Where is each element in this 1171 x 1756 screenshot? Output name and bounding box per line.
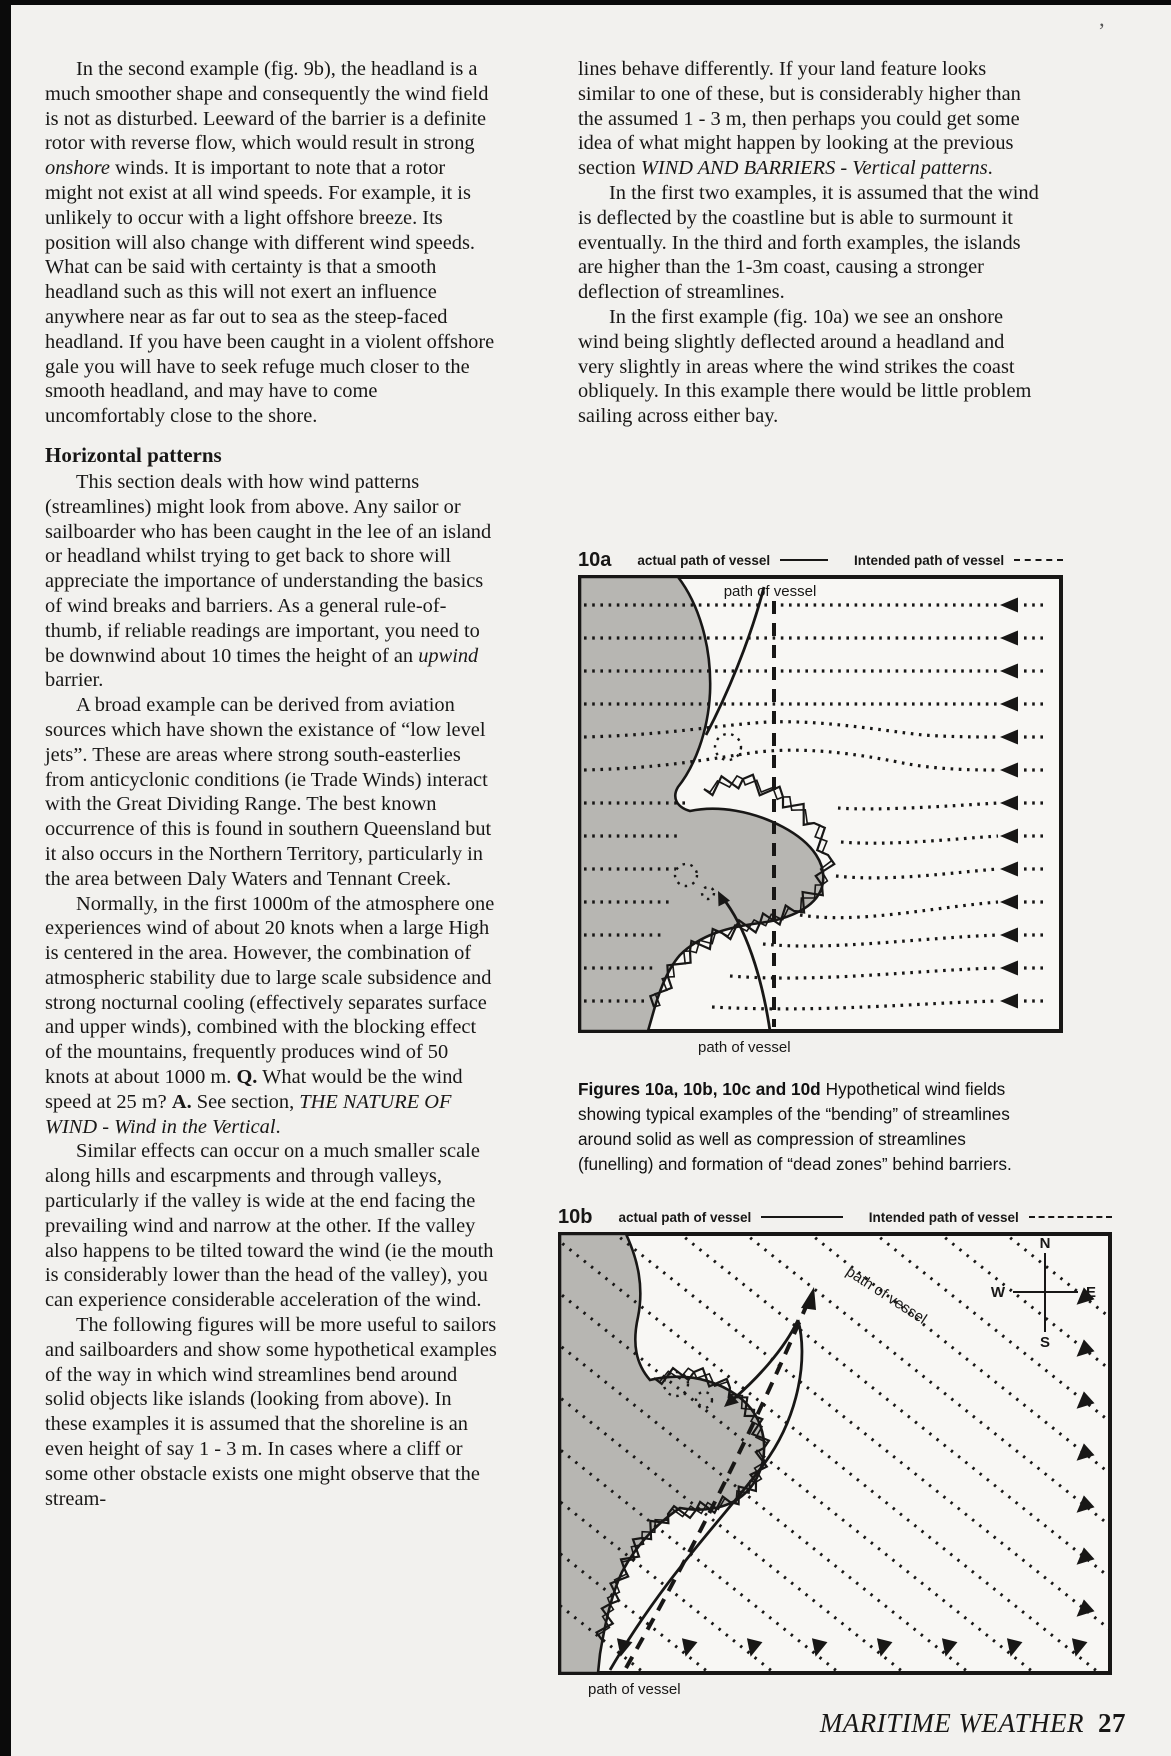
- legend-intended-label: Intended path of vessel: [868, 1209, 1019, 1225]
- paragraph: In the first example (fig. 10a) we see an onshore wind being slightly deflected around a headland and very slightly in areas where the wind strikes the coast obliquely. In this example there would be little problem sailing across either bay.: [578, 305, 1032, 428]
- legend-dashed-line: [1029, 1216, 1112, 1218]
- paragraph: A broad example can be derived from aviation sources which have shown the existance of “low level jets”. These are areas where strong south-easterlies from anticyclonic conditions (ie Trade Winds) interact with the Great Dividing Range. The best known occurrence of this is found in southern Queensland but it also occurs in the Northern Territory, particularly in the area between Daly Waters and Tennant Creek.: [45, 694, 492, 890]
- path-of-vessel-label-bottom: path of vessel: [588, 1681, 681, 1698]
- figure-10b-legend: [558, 1206, 1112, 1228]
- paragraph: In the second example (fig. 9b), the headland is a much smoother shape and consequently the wind field is not as disturbed. Leeward of the barrier is a definite rotor with reverse flow, which would result in strong onshore winds. It is important to note that a rotor might not exist at all wind speeds. For example, it is unlikely to occur with a light offshore breeze. Its position will also change with different wind speeds. What can be said with certainty is that a smooth headland such as this will not exert an influence anywhere near as far out to sea as the steep-faced headland. If you have been caught in a violent offshore gale you will have to seek refuge much closer to the smooth headland, and may have to come uncomfortably close to the shore.: [45, 58, 495, 428]
- paragraph: Normally, in the first 1000m of the atmosphere one experiences wind of about 20 knots when a large High is centered in the area. However, the combination of atmospheric stability due to large scale subsidence and strong nocturnal cooling (effectively separates surface and upper winds), combined with the blocking effect of the mountains, frequently produces wind of 50 knots at about 1000 m. Q. What would be the wind speed at 25 m? A. See section, THE NATURE OF WIND - Wind in the Vertical.: [45, 892, 495, 1138]
- scan-artifact-mark: ’: [1098, 18, 1106, 43]
- legend-actual-label: actual path of vessel: [618, 1209, 752, 1225]
- legend-solid-line: [780, 559, 828, 561]
- page-number: 27: [1098, 1708, 1126, 1738]
- paragraph: In the first two examples, it is assumed that the wind is deflected by the coastline but is able to surmount it eventually. In the third and forth examples, the islands are higher than the 1-3m coast, causing a stronger deflection of streamlines.: [578, 181, 1039, 304]
- compass-w-label: W: [990, 1284, 1005, 1301]
- figure-10b: [558, 1206, 1112, 1698]
- legend-intended-label: Intended path of vessel: [854, 552, 1005, 568]
- figure-10b-canvas: [558, 1232, 1112, 1675]
- paragraph: This section deals with how wind patterns (streamlines) might look from above. Any sailor or sailboarder who has been caught in the lee of an island or headland whilst trying to get back to shore will appreciate the importance of understanding the basics of wind breaks and barriers. As a general rule-of-thumb, if reliable readings are important, you need to be downwind about 10 times the height of an upwind barrier.: [45, 470, 492, 692]
- figure-caption: [578, 1077, 1012, 1177]
- path-of-vessel-label-bottom: path of vessel: [698, 1039, 791, 1056]
- paragraph: The following figures will be more useful to sailors and sailboarders and show some hypothetical examples of the way in which wind streamlines bend around solid objects like islands (looking from above). In these examples it is assumed that the shoreline is an even height of say 1 - 3 m. In cases where a cliff or some other obstacle exists one might observe that the stream-: [45, 1314, 497, 1510]
- compass-s-label: S: [1039, 1334, 1051, 1351]
- caption-figure-numbers: Figures 10a, 10b, 10c and 10d: [578, 1079, 821, 1099]
- legend-dashed-line: [1014, 559, 1063, 561]
- path-of-vessel-label-rotated: path of vessel: [842, 1263, 930, 1328]
- section-heading: Horizontal patterns: [45, 442, 222, 467]
- compass-n-label: N: [1039, 1235, 1051, 1252]
- page-footer: [820, 1708, 1126, 1739]
- path-of-vessel-label-top: path of vessel: [723, 583, 817, 600]
- page-edge-shadow-top: [0, 0, 1171, 5]
- legend-actual-label: actual path of vessel: [637, 552, 771, 568]
- figure-id: 10a: [578, 548, 612, 571]
- page-edge-shadow-left: [0, 0, 11, 1756]
- figure-id: 10b: [558, 1205, 593, 1228]
- paragraph: Similar effects can occur on a much smaller scale along hills and escarpments and through valleys, particularly if the valley is wide at the end facing the prevailing wind and narrow at the other. If the valley also happens to be tilted toward the wind (ie the mouth is considerably lower than the head of the valley), you can experience considerable acceleration of the wind.: [45, 1140, 494, 1312]
- figure-10a-legend: [578, 549, 1063, 571]
- right-column: [578, 57, 1040, 429]
- caption-text: Hypothetical wind fields showing typical examples of the “bending” of streamlines around solid as well as compression of streamlines (funelling) and formation of “dead zones” behind barriers.: [578, 1079, 1012, 1174]
- paragraph: lines behave differently. If your land feature looks similar to one of these, but is considerably higher than the assumed 1 - 3 m, then perhaps you could get some idea of what might happen by looking at the previous section WIND AND BARRIERS - Vertical patterns.: [578, 58, 1021, 180]
- left-column: [45, 57, 497, 1511]
- figure-10a-canvas: [578, 575, 1063, 1033]
- legend-solid-line: [761, 1216, 842, 1218]
- figure-10a: [578, 549, 1063, 1056]
- compass-e-label: E: [1086, 1284, 1097, 1301]
- journal-title: MARITIME WEATHER: [819, 1708, 1084, 1738]
